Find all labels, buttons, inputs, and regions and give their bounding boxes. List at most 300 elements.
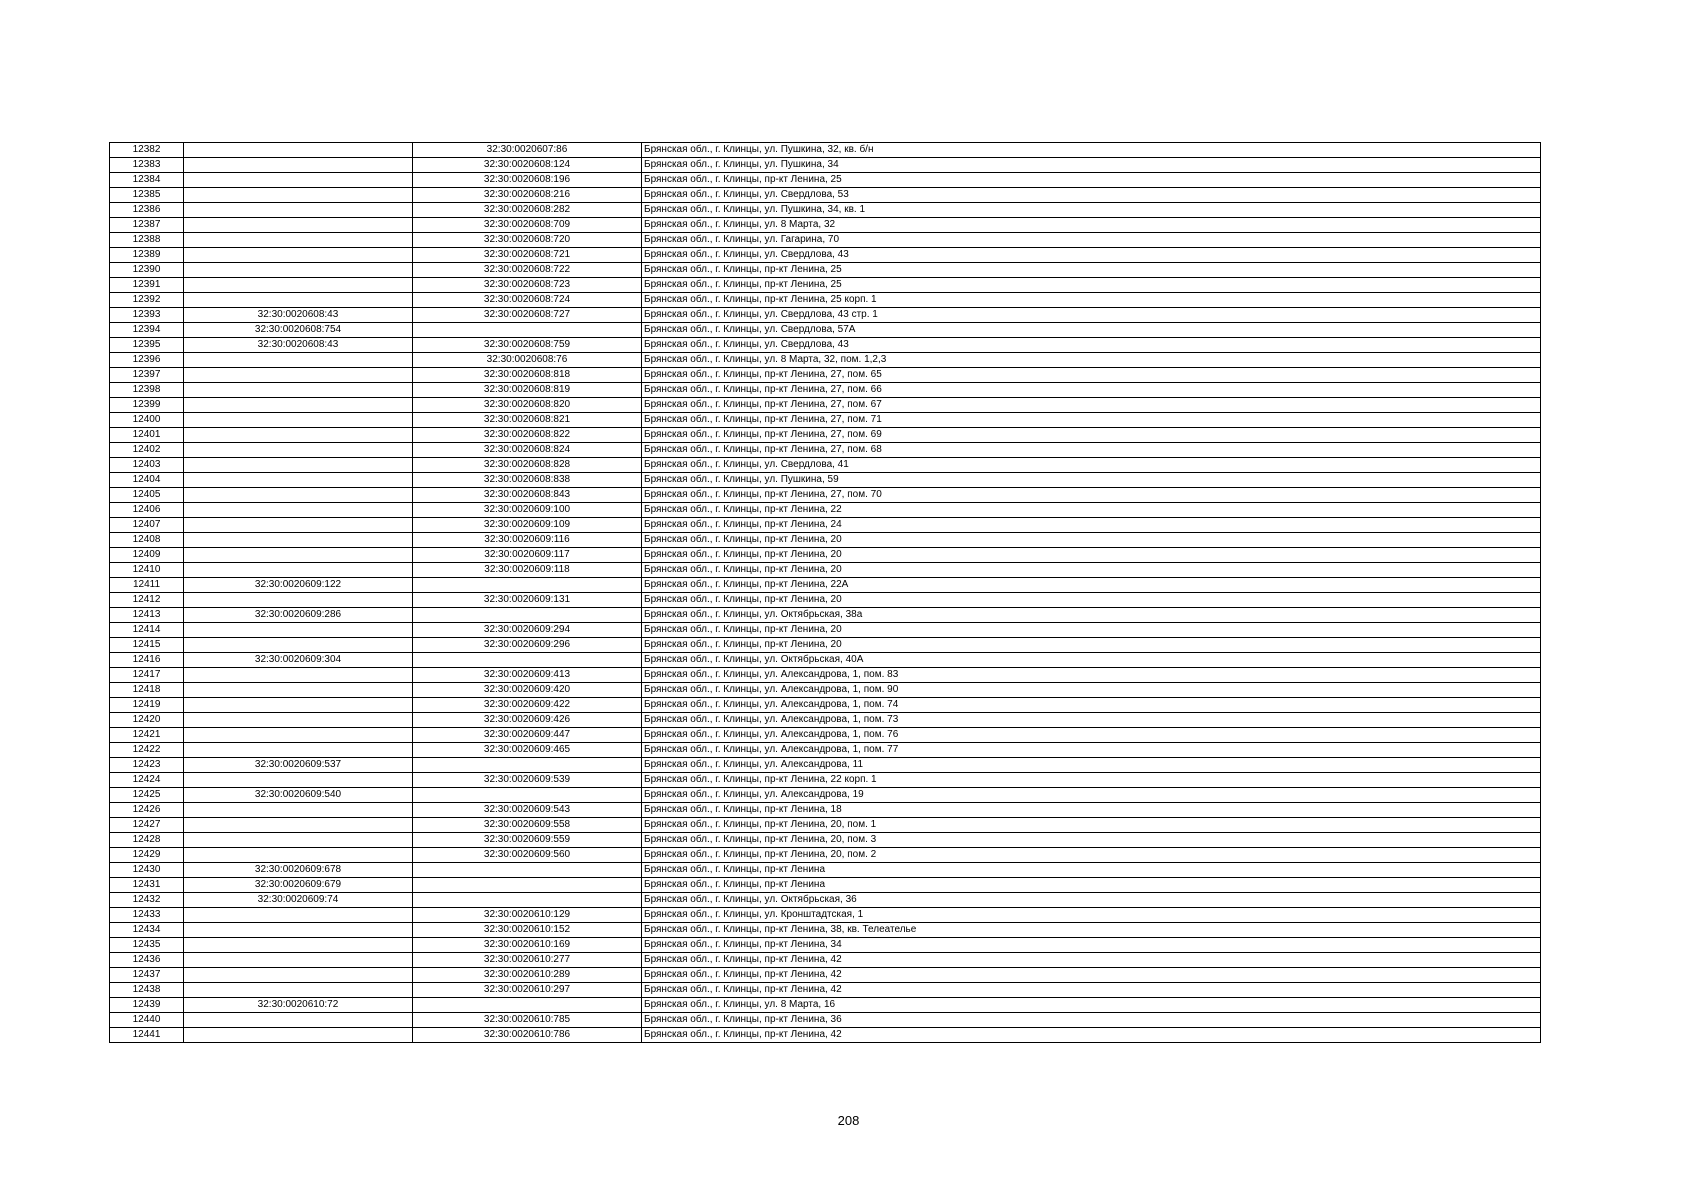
- table-row: [110, 833, 1541, 848]
- row-number-cell: 12401: [110, 428, 184, 443]
- table-row: [110, 428, 1541, 443]
- parent-cadastral-number-cell: [184, 458, 413, 473]
- table-row: [110, 938, 1541, 953]
- parent-cadastral-number-cell: [184, 263, 413, 278]
- address-cell: Брянская обл., г. Клинцы, пр-кт Ленина, 22 корп. 1: [642, 773, 1541, 788]
- address-cell: Брянская обл., г. Клинцы, пр-кт Ленина, 20, пом. 3: [642, 833, 1541, 848]
- table-row: [110, 413, 1541, 428]
- cadastral-number-cell: [413, 758, 642, 773]
- parent-cadastral-number-cell: [184, 488, 413, 503]
- parent-cadastral-number-cell: [184, 428, 413, 443]
- cadastral-number-cell: 32:30:0020608:76: [413, 353, 642, 368]
- row-number-cell: 12437: [110, 968, 184, 983]
- row-number-cell: 12397: [110, 368, 184, 383]
- parent-cadastral-number-cell: 32:30:0020609:286: [184, 608, 413, 623]
- row-number-cell: 12383: [110, 158, 184, 173]
- parent-cadastral-number-cell: [184, 968, 413, 983]
- cadastral-number-cell: 32:30:0020609:422: [413, 698, 642, 713]
- page-number: 208: [837, 1113, 860, 1128]
- table-row: [110, 998, 1541, 1013]
- cadastral-number-cell: [413, 323, 642, 338]
- parent-cadastral-number-cell: 32:30:0020610:72: [184, 998, 413, 1013]
- row-number-cell: 12400: [110, 413, 184, 428]
- table-row: [110, 248, 1541, 263]
- parent-cadastral-number-cell: 32:30:0020609:540: [184, 788, 413, 803]
- parent-cadastral-number-cell: [184, 1013, 413, 1028]
- parent-cadastral-number-cell: [184, 353, 413, 368]
- table-row: [110, 548, 1541, 563]
- cadastral-number-cell: 32:30:0020610:785: [413, 1013, 642, 1028]
- cadastral-number-cell: 32:30:0020609:559: [413, 833, 642, 848]
- cadastral-number-cell: 32:30:0020608:727: [413, 308, 642, 323]
- row-number-cell: 12422: [110, 743, 184, 758]
- parent-cadastral-number-cell: [184, 158, 413, 173]
- row-number-cell: 12402: [110, 443, 184, 458]
- parent-cadastral-number-cell: [184, 473, 413, 488]
- table-row: [110, 683, 1541, 698]
- cadastral-number-cell: 32:30:0020609:413: [413, 668, 642, 683]
- row-number-cell: 12384: [110, 173, 184, 188]
- row-number-cell: 12414: [110, 623, 184, 638]
- address-cell: Брянская обл., г. Клинцы, пр-кт Ленина, 20: [642, 623, 1541, 638]
- row-number-cell: 12423: [110, 758, 184, 773]
- address-cell: Брянская обл., г. Клинцы, пр-кт Ленина, 38, кв. Телеателье: [642, 923, 1541, 938]
- row-number-cell: 12427: [110, 818, 184, 833]
- table-row: [110, 563, 1541, 578]
- row-number-cell: 12404: [110, 473, 184, 488]
- table-row: [110, 143, 1541, 158]
- address-cell: Брянская обл., г. Клинцы, ул. Свердлова, 53: [642, 188, 1541, 203]
- cadastral-number-cell: 32:30:0020610:277: [413, 953, 642, 968]
- row-number-cell: 12403: [110, 458, 184, 473]
- address-cell: Брянская обл., г. Клинцы, пр-кт Ленина, 25 корп. 1: [642, 293, 1541, 308]
- address-cell: Брянская обл., г. Клинцы, пр-кт Ленина, 18: [642, 803, 1541, 818]
- row-number-cell: 12405: [110, 488, 184, 503]
- cadastral-number-cell: 32:30:0020608:282: [413, 203, 642, 218]
- cadastral-number-cell: 32:30:0020608:819: [413, 383, 642, 398]
- row-number-cell: 12412: [110, 593, 184, 608]
- cadastral-number-cell: 32:30:0020609:118: [413, 563, 642, 578]
- table-row: [110, 893, 1541, 908]
- cadastral-number-cell: 32:30:0020608:828: [413, 458, 642, 473]
- table-row: [110, 593, 1541, 608]
- table-row: [110, 458, 1541, 473]
- table-row: [110, 233, 1541, 248]
- address-cell: Брянская обл., г. Клинцы, пр-кт Ленина, 20: [642, 638, 1541, 653]
- table-row: [110, 623, 1541, 638]
- row-number-cell: 12411: [110, 578, 184, 593]
- cadastral-number-cell: 32:30:0020609:447: [413, 728, 642, 743]
- table-row: [110, 983, 1541, 998]
- cadastral-number-cell: 32:30:0020608:216: [413, 188, 642, 203]
- address-cell: Брянская обл., г. Клинцы, ул. Пушкина, 34, кв. 1: [642, 203, 1541, 218]
- address-cell: Брянская обл., г. Клинцы, пр-кт Ленина, 27, пом. 66: [642, 383, 1541, 398]
- table-row: [110, 773, 1541, 788]
- parent-cadastral-number-cell: [184, 533, 413, 548]
- row-number-cell: 12398: [110, 383, 184, 398]
- table-row: [110, 368, 1541, 383]
- table-row: [110, 323, 1541, 338]
- address-cell: Брянская обл., г. Клинцы, ул. Александрова, 11: [642, 758, 1541, 773]
- parent-cadastral-number-cell: [184, 818, 413, 833]
- table-row: [110, 908, 1541, 923]
- row-number-cell: 12408: [110, 533, 184, 548]
- row-number-cell: 12435: [110, 938, 184, 953]
- parent-cadastral-number-cell: [184, 383, 413, 398]
- row-number-cell: 12415: [110, 638, 184, 653]
- address-cell: Брянская обл., г. Клинцы, ул. Гагарина, 70: [642, 233, 1541, 248]
- parent-cadastral-number-cell: [184, 518, 413, 533]
- row-number-cell: 12425: [110, 788, 184, 803]
- table-row: [110, 443, 1541, 458]
- parent-cadastral-number-cell: 32:30:0020609:122: [184, 578, 413, 593]
- cadastral-number-cell: 32:30:0020608:820: [413, 398, 642, 413]
- row-number-cell: 12429: [110, 848, 184, 863]
- row-number-cell: 12424: [110, 773, 184, 788]
- row-number-cell: 12419: [110, 698, 184, 713]
- address-cell: Брянская обл., г. Клинцы, пр-кт Ленина, 20: [642, 548, 1541, 563]
- cadastral-number-cell: 32:30:0020609:420: [413, 683, 642, 698]
- row-number-cell: 12390: [110, 263, 184, 278]
- address-cell: Брянская обл., г. Клинцы, пр-кт Ленина, 27, пом. 68: [642, 443, 1541, 458]
- address-cell: Брянская обл., г. Клинцы, пр-кт Ленина, 20, пом. 1: [642, 818, 1541, 833]
- parent-cadastral-number-cell: 32:30:0020608:43: [184, 308, 413, 323]
- table-row: [110, 848, 1541, 863]
- row-number-cell: 12396: [110, 353, 184, 368]
- table-row: [110, 653, 1541, 668]
- row-number-cell: 12395: [110, 338, 184, 353]
- address-cell: Брянская обл., г. Клинцы, ул. Свердлова, 43: [642, 248, 1541, 263]
- address-cell: Брянская обл., г. Клинцы, пр-кт Ленина: [642, 863, 1541, 878]
- table-row: [110, 1028, 1541, 1043]
- cadastral-number-cell: 32:30:0020608:822: [413, 428, 642, 443]
- parent-cadastral-number-cell: [184, 638, 413, 653]
- address-cell: Брянская обл., г. Клинцы, ул. 8 Марта, 32, пом. 1,2,3: [642, 353, 1541, 368]
- cadastral-number-cell: 32:30:0020610:289: [413, 968, 642, 983]
- address-cell: Брянская обл., г. Клинцы, ул. Октябрьская, 40А: [642, 653, 1541, 668]
- row-number-cell: 12420: [110, 713, 184, 728]
- parent-cadastral-number-cell: [184, 728, 413, 743]
- cadastral-number-cell: 32:30:0020610:152: [413, 923, 642, 938]
- row-number-cell: 12431: [110, 878, 184, 893]
- parent-cadastral-number-cell: [184, 188, 413, 203]
- address-cell: Брянская обл., г. Клинцы, пр-кт Ленина, 25: [642, 263, 1541, 278]
- table-row: [110, 818, 1541, 833]
- row-number-cell: 12434: [110, 923, 184, 938]
- row-number-cell: 12388: [110, 233, 184, 248]
- parent-cadastral-number-cell: [184, 833, 413, 848]
- row-number-cell: 12428: [110, 833, 184, 848]
- row-number-cell: 12391: [110, 278, 184, 293]
- table-row: [110, 533, 1541, 548]
- parent-cadastral-number-cell: [184, 293, 413, 308]
- address-cell: Брянская обл., г. Клинцы, ул. Александрова, 1, пом. 77: [642, 743, 1541, 758]
- cadastral-number-cell: 32:30:0020609:543: [413, 803, 642, 818]
- address-cell: Брянская обл., г. Клинцы, пр-кт Ленина, 20: [642, 533, 1541, 548]
- address-cell: Брянская обл., г. Клинцы, ул. Александрова, 1, пом. 90: [642, 683, 1541, 698]
- table-row: [110, 503, 1541, 518]
- cadastral-number-cell: 32:30:0020608:843: [413, 488, 642, 503]
- parent-cadastral-number-cell: [184, 983, 413, 998]
- row-number-cell: 12407: [110, 518, 184, 533]
- row-number-cell: 12409: [110, 548, 184, 563]
- parent-cadastral-number-cell: [184, 848, 413, 863]
- cadastral-number-cell: 32:30:0020609:116: [413, 533, 642, 548]
- table-row: [110, 728, 1541, 743]
- address-cell: Брянская обл., г. Клинцы, пр-кт Ленина, 34: [642, 938, 1541, 953]
- cadastral-number-cell: 32:30:0020608:124: [413, 158, 642, 173]
- address-cell: Брянская обл., г. Клинцы, пр-кт Ленина, 27, пом. 70: [642, 488, 1541, 503]
- address-cell: Брянская обл., г. Клинцы, пр-кт Ленина, 20: [642, 593, 1541, 608]
- address-cell: Брянская обл., г. Клинцы, ул. Октябрьская, 38а: [642, 608, 1541, 623]
- address-cell: Брянская обл., г. Клинцы, ул. Октябрьская, 36: [642, 893, 1541, 908]
- address-cell: Брянская обл., г. Клинцы, пр-кт Ленина, 20: [642, 563, 1541, 578]
- parent-cadastral-number-cell: [184, 593, 413, 608]
- address-cell: Брянская обл., г. Клинцы, ул. Александрова, 1, пом. 73: [642, 713, 1541, 728]
- address-cell: Брянская обл., г. Клинцы, ул. Свердлова, 41: [642, 458, 1541, 473]
- table-row: [110, 668, 1541, 683]
- address-cell: Брянская обл., г. Клинцы, ул. Александрова, 1, пом. 83: [642, 668, 1541, 683]
- parent-cadastral-number-cell: [184, 278, 413, 293]
- cadastral-number-cell: 32:30:0020608:723: [413, 278, 642, 293]
- parent-cadastral-number-cell: 32:30:0020609:537: [184, 758, 413, 773]
- address-cell: Брянская обл., г. Клинцы, пр-кт Ленина, 27, пом. 71: [642, 413, 1541, 428]
- parent-cadastral-number-cell: [184, 233, 413, 248]
- table-row: [110, 308, 1541, 323]
- row-number-cell: 12418: [110, 683, 184, 698]
- table-row: [110, 608, 1541, 623]
- cadastral-number-cell: 32:30:0020610:786: [413, 1028, 642, 1043]
- row-number-cell: 12438: [110, 983, 184, 998]
- address-cell: Брянская обл., г. Клинцы, пр-кт Ленина, 24: [642, 518, 1541, 533]
- cadastral-number-cell: 32:30:0020608:821: [413, 413, 642, 428]
- table-row: [110, 1013, 1541, 1028]
- parent-cadastral-number-cell: [184, 503, 413, 518]
- address-cell: Брянская обл., г. Клинцы, пр-кт Ленина, 22: [642, 503, 1541, 518]
- cadastral-number-cell: 32:30:0020609:131: [413, 593, 642, 608]
- parent-cadastral-number-cell: [184, 218, 413, 233]
- cadastral-number-cell: 32:30:0020610:297: [413, 983, 642, 998]
- address-cell: Брянская обл., г. Клинцы, ул. Кронштадтская, 1: [642, 908, 1541, 923]
- parent-cadastral-number-cell: [184, 368, 413, 383]
- parent-cadastral-number-cell: 32:30:0020608:754: [184, 323, 413, 338]
- parent-cadastral-number-cell: [184, 623, 413, 638]
- table-row: [110, 398, 1541, 413]
- cadastral-number-cell: 32:30:0020608:838: [413, 473, 642, 488]
- address-cell: Брянская обл., г. Клинцы, ул. Пушкина, 32, кв. б/н: [642, 143, 1541, 158]
- parent-cadastral-number-cell: 32:30:0020609:304: [184, 653, 413, 668]
- parent-cadastral-number-cell: [184, 698, 413, 713]
- registry-table-body: [110, 143, 1541, 1043]
- address-cell: Брянская обл., г. Клинцы, ул. Свердлова, 57А: [642, 323, 1541, 338]
- parent-cadastral-number-cell: [184, 803, 413, 818]
- row-number-cell: 12392: [110, 293, 184, 308]
- address-cell: Брянская обл., г. Клинцы, ул. Александрова, 1, пом. 76: [642, 728, 1541, 743]
- table-row: [110, 188, 1541, 203]
- table-row: [110, 488, 1541, 503]
- cadastral-number-cell: 32:30:0020609:109: [413, 518, 642, 533]
- cadastral-number-cell: 32:30:0020608:709: [413, 218, 642, 233]
- parent-cadastral-number-cell: 32:30:0020608:43: [184, 338, 413, 353]
- address-cell: Брянская обл., г. Клинцы, ул. Свердлова, 43: [642, 338, 1541, 353]
- cadastral-number-cell: 32:30:0020609:465: [413, 743, 642, 758]
- parent-cadastral-number-cell: [184, 548, 413, 563]
- address-cell: Брянская обл., г. Клинцы, пр-кт Ленина, 42: [642, 1028, 1541, 1043]
- row-number-cell: 12439: [110, 998, 184, 1013]
- table-row: [110, 578, 1541, 593]
- cadastral-number-cell: [413, 608, 642, 623]
- cadastral-number-cell: 32:30:0020608:721: [413, 248, 642, 263]
- address-cell: Брянская обл., г. Клинцы, пр-кт Ленина, 20, пом. 2: [642, 848, 1541, 863]
- parent-cadastral-number-cell: [184, 743, 413, 758]
- parent-cadastral-number-cell: [184, 248, 413, 263]
- table-row: [110, 218, 1541, 233]
- table-row: [110, 293, 1541, 308]
- table-row: [110, 278, 1541, 293]
- address-cell: Брянская обл., г. Клинцы, пр-кт Ленина, 42: [642, 983, 1541, 998]
- cadastral-number-cell: 32:30:0020608:759: [413, 338, 642, 353]
- cadastral-number-cell: 32:30:0020608:818: [413, 368, 642, 383]
- parent-cadastral-number-cell: 32:30:0020609:679: [184, 878, 413, 893]
- parent-cadastral-number-cell: 32:30:0020609:678: [184, 863, 413, 878]
- row-number-cell: 12440: [110, 1013, 184, 1028]
- cadastral-number-cell: 32:30:0020608:824: [413, 443, 642, 458]
- address-cell: Брянская обл., г. Клинцы, пр-кт Ленина: [642, 878, 1541, 893]
- row-number-cell: 12430: [110, 863, 184, 878]
- row-number-cell: 12389: [110, 248, 184, 263]
- parent-cadastral-number-cell: [184, 563, 413, 578]
- row-number-cell: 12433: [110, 908, 184, 923]
- address-cell: Брянская обл., г. Клинцы, ул. Свердлова, 43 стр. 1: [642, 308, 1541, 323]
- address-cell: Брянская обл., г. Клинцы, ул. 8 Марта, 32: [642, 218, 1541, 233]
- parent-cadastral-number-cell: [184, 173, 413, 188]
- cadastral-number-cell: [413, 578, 642, 593]
- address-cell: Брянская обл., г. Клинцы, пр-кт Ленина, 27, пом. 65: [642, 368, 1541, 383]
- cadastral-number-cell: 32:30:0020610:169: [413, 938, 642, 953]
- parent-cadastral-number-cell: [184, 923, 413, 938]
- address-cell: Брянская обл., г. Клинцы, пр-кт Ленина, 25: [642, 173, 1541, 188]
- cadastral-number-cell: 32:30:0020610:129: [413, 908, 642, 923]
- cadastral-number-cell: [413, 788, 642, 803]
- address-cell: Брянская обл., г. Клинцы, ул. 8 Марта, 16: [642, 998, 1541, 1013]
- address-cell: Брянская обл., г. Клинцы, пр-кт Ленина, 25: [642, 278, 1541, 293]
- parent-cadastral-number-cell: 32:30:0020609:74: [184, 893, 413, 908]
- row-number-cell: 12416: [110, 653, 184, 668]
- table-row: [110, 713, 1541, 728]
- address-cell: Брянская обл., г. Клинцы, ул. Александрова, 1, пом. 74: [642, 698, 1541, 713]
- table-row: [110, 878, 1541, 893]
- cadastral-number-cell: 32:30:0020608:196: [413, 173, 642, 188]
- row-number-cell: 12406: [110, 503, 184, 518]
- row-number-cell: 12393: [110, 308, 184, 323]
- parent-cadastral-number-cell: [184, 398, 413, 413]
- parent-cadastral-number-cell: [184, 443, 413, 458]
- parent-cadastral-number-cell: [184, 1028, 413, 1043]
- parent-cadastral-number-cell: [184, 938, 413, 953]
- cadastral-number-cell: 32:30:0020608:724: [413, 293, 642, 308]
- cadastral-number-cell: 32:30:0020609:539: [413, 773, 642, 788]
- address-cell: Брянская обл., г. Клинцы, ул. Пушкина, 59: [642, 473, 1541, 488]
- row-number-cell: 12426: [110, 803, 184, 818]
- table-row: [110, 803, 1541, 818]
- table-row: [110, 698, 1541, 713]
- cadastral-number-cell: 32:30:0020609:117: [413, 548, 642, 563]
- cadastral-number-cell: 32:30:0020609:294: [413, 623, 642, 638]
- cadastral-number-cell: 32:30:0020609:426: [413, 713, 642, 728]
- cadastral-number-cell: 32:30:0020608:720: [413, 233, 642, 248]
- table-row: [110, 338, 1541, 353]
- row-number-cell: 12436: [110, 953, 184, 968]
- row-number-cell: 12432: [110, 893, 184, 908]
- row-number-cell: 12399: [110, 398, 184, 413]
- row-number-cell: 12410: [110, 563, 184, 578]
- table-row: [110, 383, 1541, 398]
- address-cell: Брянская обл., г. Клинцы, пр-кт Ленина, 22А: [642, 578, 1541, 593]
- row-number-cell: 12413: [110, 608, 184, 623]
- address-cell: Брянская обл., г. Клинцы, ул. Александрова, 19: [642, 788, 1541, 803]
- row-number-cell: 12385: [110, 188, 184, 203]
- address-cell: Брянская обл., г. Клинцы, пр-кт Ленина, 36: [642, 1013, 1541, 1028]
- table-row: [110, 203, 1541, 218]
- cadastral-number-cell: [413, 998, 642, 1013]
- registry-table: [109, 142, 1541, 1043]
- table-row: [110, 353, 1541, 368]
- parent-cadastral-number-cell: [184, 413, 413, 428]
- table-row: [110, 968, 1541, 983]
- cadastral-number-cell: 32:30:0020609:296: [413, 638, 642, 653]
- address-cell: Брянская обл., г. Клинцы, пр-кт Ленина, 42: [642, 953, 1541, 968]
- row-number-cell: 12387: [110, 218, 184, 233]
- cadastral-number-cell: 32:30:0020609:560: [413, 848, 642, 863]
- parent-cadastral-number-cell: [184, 908, 413, 923]
- parent-cadastral-number-cell: [184, 773, 413, 788]
- parent-cadastral-number-cell: [184, 143, 413, 158]
- parent-cadastral-number-cell: [184, 203, 413, 218]
- address-cell: Брянская обл., г. Клинцы, ул. Пушкина, 34: [642, 158, 1541, 173]
- table-row: [110, 173, 1541, 188]
- cadastral-number-cell: 32:30:0020607:86: [413, 143, 642, 158]
- table-row: [110, 518, 1541, 533]
- table-row: [110, 638, 1541, 653]
- cadastral-number-cell: 32:30:0020609:100: [413, 503, 642, 518]
- address-cell: Брянская обл., г. Клинцы, пр-кт Ленина, 27, пом. 67: [642, 398, 1541, 413]
- row-number-cell: 12382: [110, 143, 184, 158]
- row-number-cell: 12417: [110, 668, 184, 683]
- cadastral-number-cell: 32:30:0020608:722: [413, 263, 642, 278]
- table-row: [110, 743, 1541, 758]
- cadastral-number-cell: [413, 863, 642, 878]
- table-row: [110, 158, 1541, 173]
- address-cell: Брянская обл., г. Клинцы, пр-кт Ленина, 27, пом. 69: [642, 428, 1541, 443]
- table-row: [110, 863, 1541, 878]
- table-row: [110, 788, 1541, 803]
- row-number-cell: 12441: [110, 1028, 184, 1043]
- cadastral-number-cell: [413, 893, 642, 908]
- row-number-cell: 12386: [110, 203, 184, 218]
- parent-cadastral-number-cell: [184, 713, 413, 728]
- cadastral-number-cell: [413, 878, 642, 893]
- table-row: [110, 473, 1541, 488]
- row-number-cell: 12394: [110, 323, 184, 338]
- parent-cadastral-number-cell: [184, 953, 413, 968]
- parent-cadastral-number-cell: [184, 683, 413, 698]
- table-row: [110, 758, 1541, 773]
- cadastral-number-cell: 32:30:0020609:558: [413, 818, 642, 833]
- table-row: [110, 923, 1541, 938]
- cadastral-number-cell: [413, 653, 642, 668]
- address-cell: Брянская обл., г. Клинцы, пр-кт Ленина, 42: [642, 968, 1541, 983]
- row-number-cell: 12421: [110, 728, 184, 743]
